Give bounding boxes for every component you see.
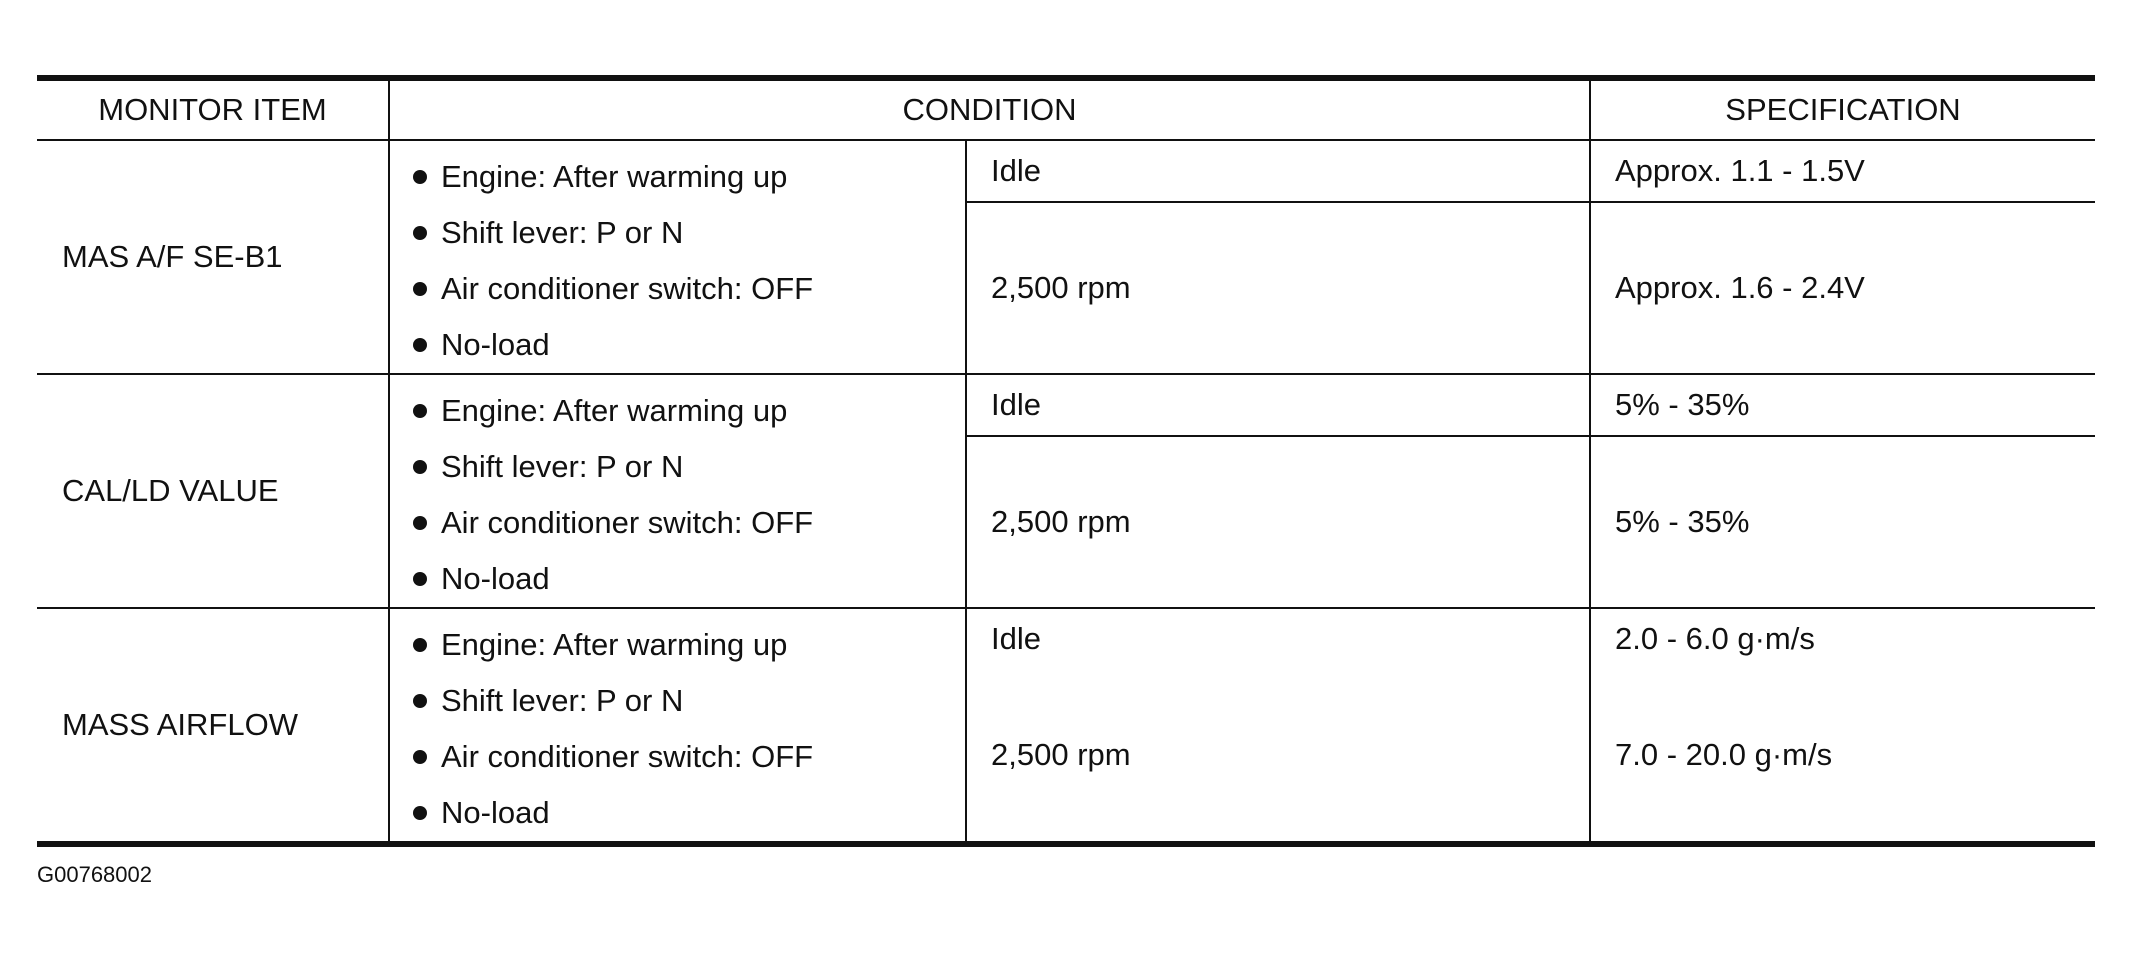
condition-item: Shift lever: P or N: [390, 439, 965, 495]
bullet-icon: [413, 638, 427, 652]
specification-table: [37, 75, 2095, 847]
condition-list-cell: [389, 140, 966, 374]
table-row: [37, 140, 2095, 202]
specification-value: Approx. 1.6 - 2.4V: [1590, 202, 2095, 374]
header-monitor-item: MONITOR ITEM: [37, 78, 389, 140]
condition-list: [390, 609, 965, 841]
monitor-group-mass-airflow: [37, 608, 2095, 844]
condition-item: No-load: [390, 785, 965, 841]
condition-item: Engine: After warming up: [390, 617, 965, 673]
monitor-group-cal-ld: [37, 374, 2095, 608]
bullet-icon: [413, 572, 427, 586]
bullet-icon: [413, 750, 427, 764]
table-header: [37, 78, 2095, 140]
bullet-icon: [413, 516, 427, 530]
table-row: [37, 374, 2095, 436]
monitor-item-name: MAS A/F SE-B1: [37, 140, 389, 374]
engine-state: Idle: [966, 608, 1590, 669]
specification-value: Approx. 1.1 - 1.5V: [1590, 140, 2095, 202]
condition-item: No-load: [390, 551, 965, 607]
condition-item: Air conditioner switch: OFF: [390, 495, 965, 551]
bullet-icon: [413, 226, 427, 240]
condition-item: Air conditioner switch: OFF: [390, 729, 965, 785]
bullet-icon: [413, 338, 427, 352]
bullet-icon: [413, 404, 427, 418]
engine-state: 2,500 rpm: [966, 202, 1590, 374]
condition-item: Engine: After warming up: [390, 149, 965, 205]
bullet-icon: [413, 806, 427, 820]
condition-item: Shift lever: P or N: [390, 673, 965, 729]
condition-item: Shift lever: P or N: [390, 205, 965, 261]
condition-item: Engine: After warming up: [390, 383, 965, 439]
condition-list-cell: [389, 374, 966, 608]
specification-value: 2.0 - 6.0 g·m/s: [1615, 621, 1815, 657]
specification-value: 5% - 35%: [1590, 436, 2095, 608]
bullet-icon: [413, 170, 427, 184]
engine-state: Idle: [966, 374, 1590, 436]
specification-value: 5% - 35%: [1590, 374, 2095, 436]
specification-value: 7.0 - 20.0 g·m/s: [1615, 737, 1833, 773]
header-condition: CONDITION: [389, 78, 1590, 140]
monitor-group-mas-af: [37, 140, 2095, 374]
condition-list: [390, 375, 965, 607]
engine-state: Idle: [966, 140, 1590, 202]
condition-list: [390, 141, 965, 373]
table-row: [37, 608, 2095, 669]
engine-state: 2,500 rpm: [966, 436, 1590, 608]
condition-item: Air conditioner switch: OFF: [390, 261, 965, 317]
bullet-icon: [413, 460, 427, 474]
condition-list-cell: [389, 608, 966, 844]
engine-state: 2,500 rpm: [966, 669, 1590, 844]
bullet-icon: [413, 282, 427, 296]
condition-item: No-load: [390, 317, 965, 373]
monitor-item-name: MASS AIRFLOW: [37, 608, 389, 844]
monitor-item-name: CAL/LD VALUE: [37, 374, 389, 608]
header-specification: SPECIFICATION: [1590, 78, 2095, 140]
bullet-icon: [413, 694, 427, 708]
figure-code: G00768002: [37, 862, 152, 887]
